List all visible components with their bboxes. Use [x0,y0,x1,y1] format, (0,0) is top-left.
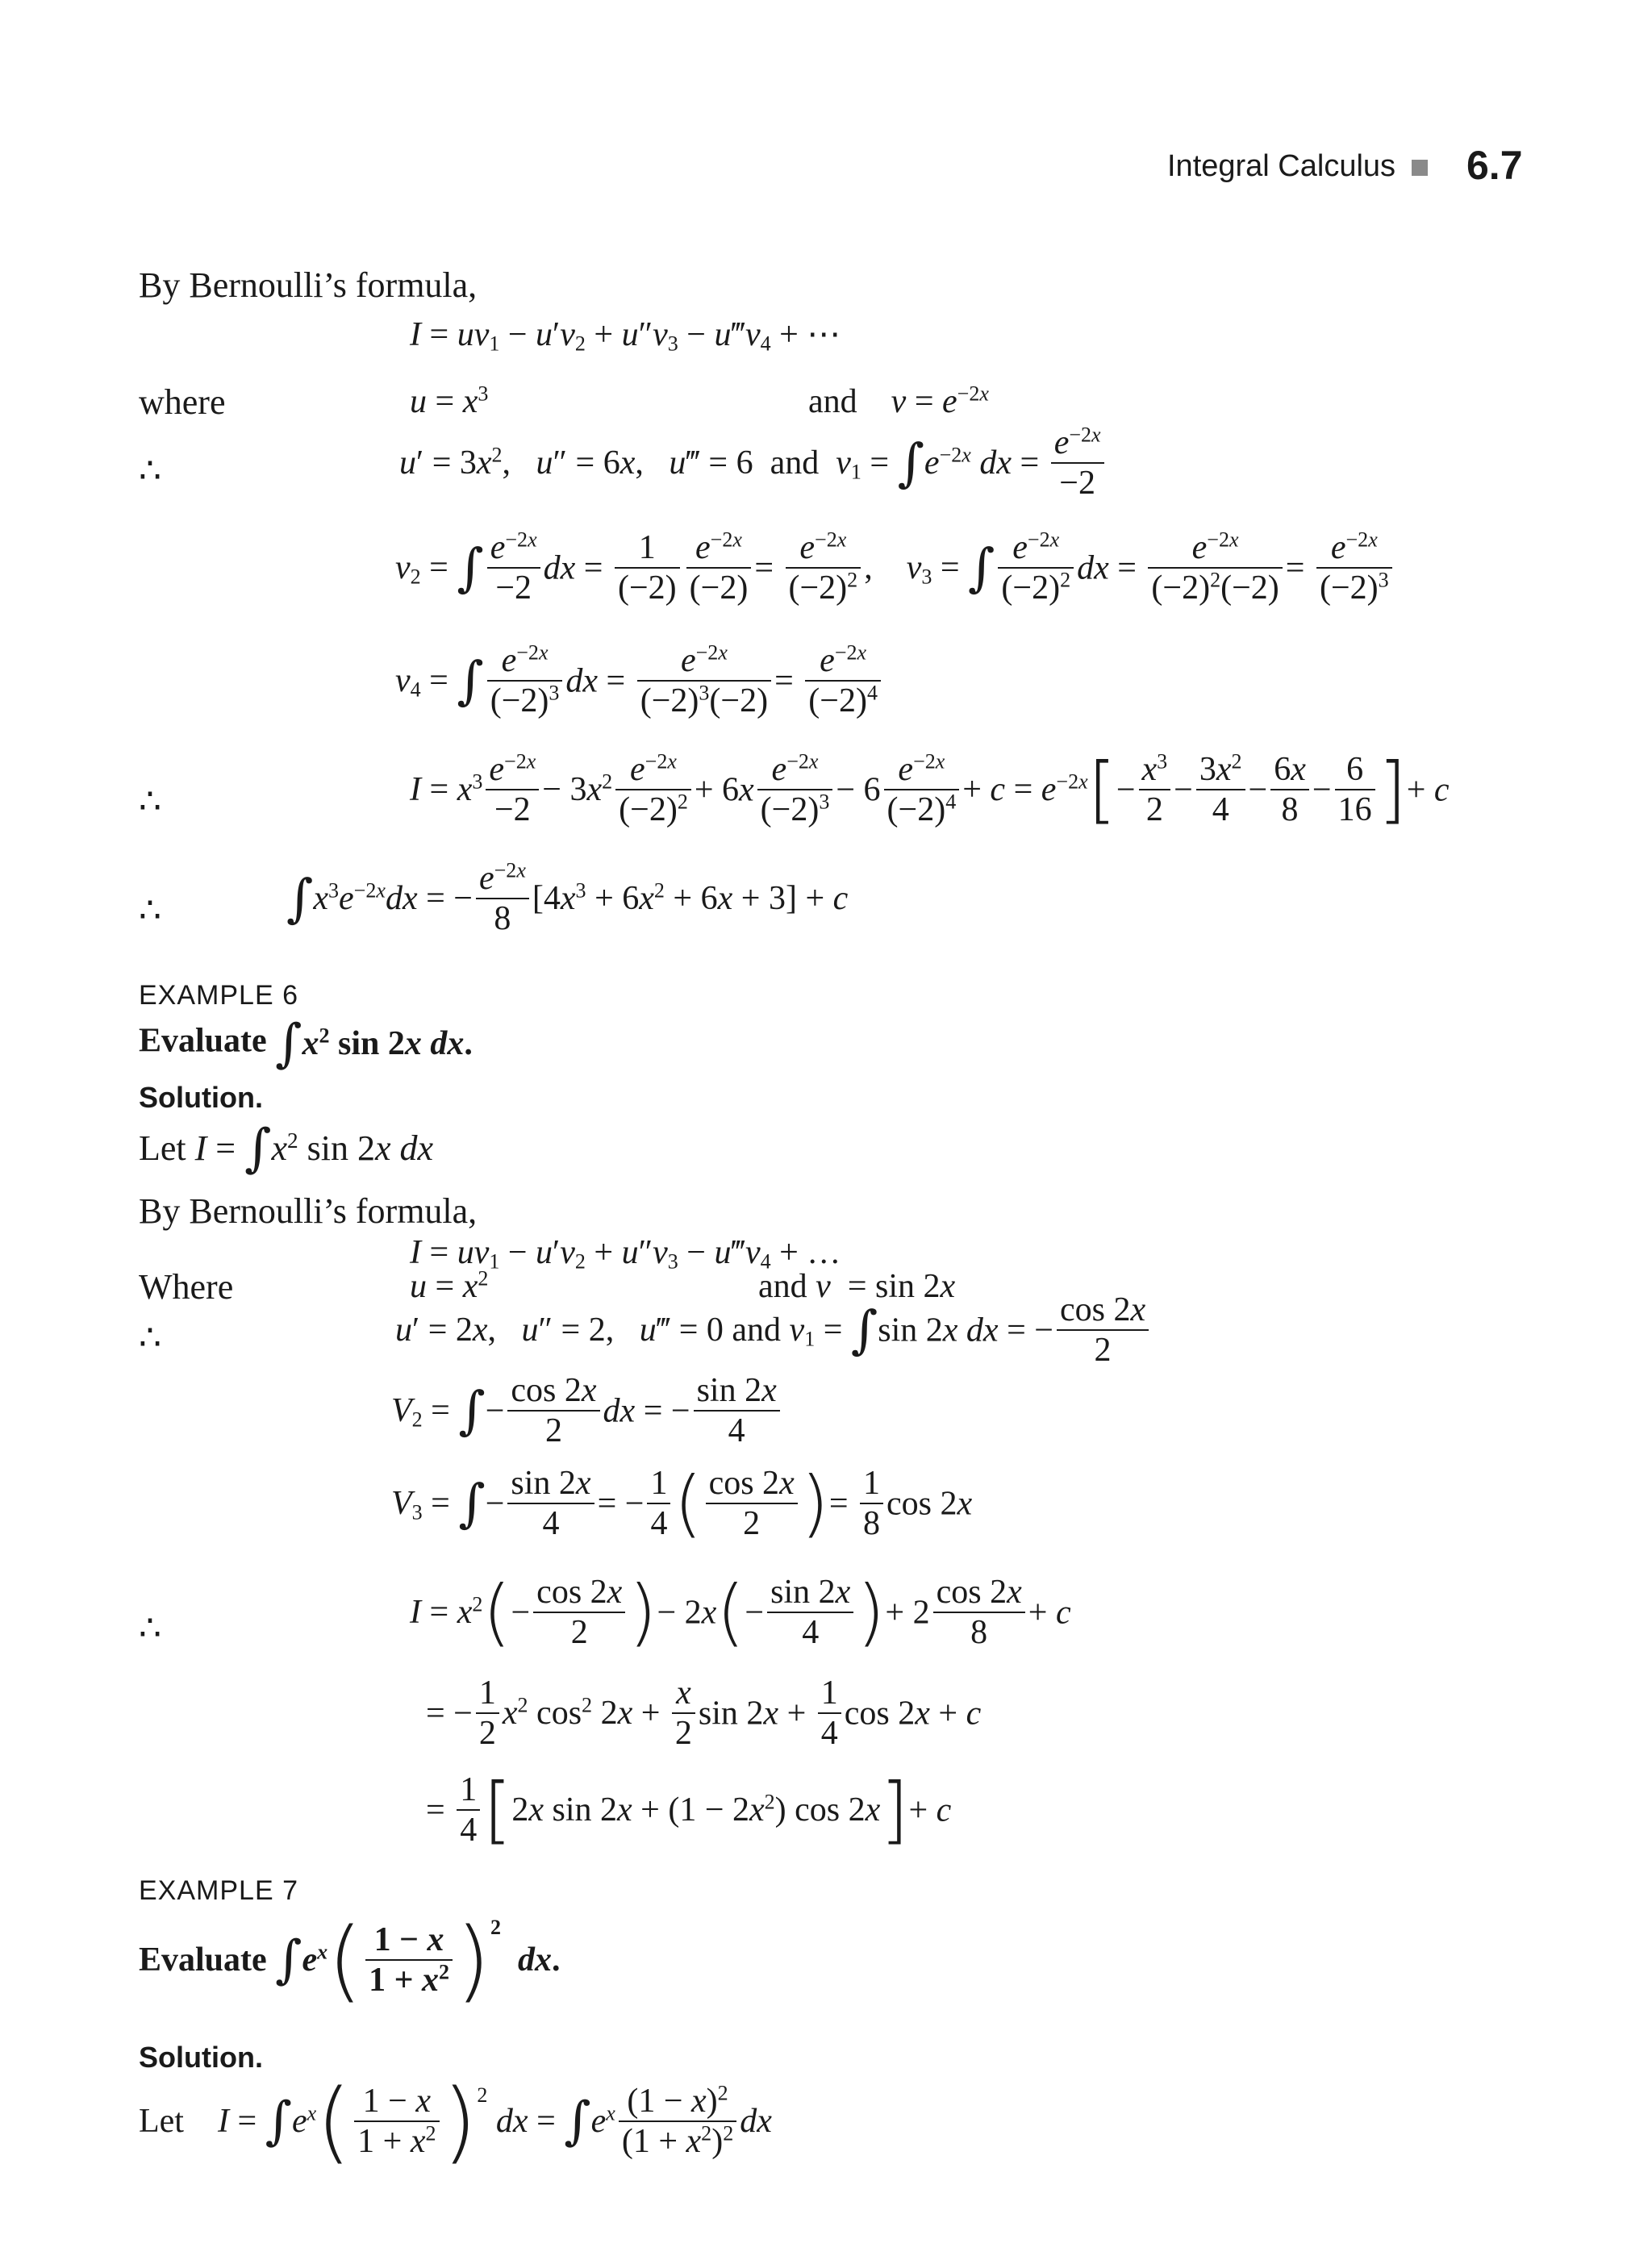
v4-line: $v_4$ = ∫ $\frac{e^{-2x}}{(-2)^3}$ dx = $\frac{e^{-2x}}{(-2)^3(-2)}$ = $\frac{e^{-2x}}{(-2)^4}$ [395,641,884,721]
example-7-statement: Evaluate $\int e^x$( $\frac{1 - x}{1 + x^2}$ )$^2$ dx. [139,1908,561,2012]
v-definition-6: and v = sin 2x [758,1268,956,1305]
let-line-7: Let $I = \int e^x$( $\frac{1 - x}{1 + x^2}$ )$^2$ dx = $\int e^x$ $\frac{(1 - x)^2}{(1 + x^2)^2}$ dx [139,2070,772,2173]
I-expansion-1: $I = x^3$ $\frac{e^{-2x}}{-2}$ − $3x^2$ $\frac{e^{-2x}}{(-2)^2}$ + 6x $\frac{e^{-2x}}{(-2)^3}$ − 6 $\frac{e^{-2x}}{(-2)^4}$ + $c = e^{-2x}[-$ $\frac{x^3}{2}$ − $\frac{3x^2}{4}$ − $\frac{6x}{8}$ − $\frac{6}{16}$ ]+ c [410,747,1450,832]
V2-line-6: $V_2$ = ∫− $\frac{\cos 2x}{2}$ dx = − $\frac{\sin 2x}{4}$ [391,1371,783,1451]
derivatives-line-6: u′ = 2x, u″ = 2, u‴ = 0 and $v_1 = \int\sin$ 2x dx = − $\frac{\cos 2x}{2}$ [395,1291,1152,1370]
evaluate-word: Evaluate [139,1941,267,1979]
where-label-6: Where [139,1267,234,1307]
therefore-symbol-5: ∴ [139,1608,161,1648]
and-text: and [808,383,857,420]
let-line-6: Let $I = \int x^2$ sin 2x dx [139,1119,434,1178]
let-word: Let [139,2103,184,2140]
intro-text: By Bernoulli’s formula, [139,265,478,305]
v-definition: and $v = e^{-2x}$ [808,382,989,420]
where-label: where [139,382,226,422]
running-header: Integral Calculus [1167,149,1396,183]
u-definition-6: $u = x^2$ [410,1266,489,1305]
simplified-line-6: = − $\frac{1}{2}$ $x^2$ $\cos^2 2x$ + $\frac{x}{2}$ sin 2x + $\frac{1}{4}$ cos 2x + c [426,1674,982,1753]
header-square-icon [1412,160,1428,176]
therefore-symbol-3: ∴ [139,890,161,930]
derivatives-line-1: $u' = 3x^2$, u″ = 6x, u‴ = 6 and $v_1 = \int e^{-2x}$ dx = $\frac{e^{-2x}}{-2}$ [399,423,1108,503]
example-7-label: EXAMPLE 7 [139,1875,298,1906]
evaluate-word: Evaluate [139,1022,267,1060]
v2-v3-line: $v_2$ = ∫ $\frac{e^{-2x}}{-2}$ dx = $\frac{1}{(-2)}$ $\frac{e^{-2x}}{(-2)}$ = $\frac{e^{-2x}}{(-2)^2}$ , $v_3$ = ∫ $\frac{e^{-2x}}{(-2)^2}$ dx = $\frac{e^{-2x}}{(-2)^2(-2)}$ = $\frac{e^{-2x}}{(-2)^3}$ [395,528,1395,608]
example-6-statement: Evaluate $\int x^2$ sin 2x dx. [139,1014,473,1074]
V3-line-6: $V_3$ = ∫− $\frac{\sin 2x}{4}$ = − $\frac{1}{4}$ ( $\frac{\cos 2x}{2}$ )= $\frac{1}{8}$ cos 2x [391,1461,973,1546]
therefore-symbol-1: ∴ [139,451,161,490]
therefore-symbol-4: ∴ [139,1318,161,1357]
therefore-symbol-2: ∴ [139,782,161,821]
bernoulli-formula-2: $I = uv_1 - u'v_2 + u''v_3$ − $u‴v_4$ + … [410,1234,841,1274]
final-result-1: $\int x^3e^{-2x}dx$ = − $\frac{e^{-2x}}{8}$ $[4x^3 + 6x^2 + 6x + 3] + c$ [286,858,849,938]
final-result-6: = $\frac{1}{4}$ [2x $\sin 2x + (1 - 2x^2)$ cos 2x]+ c [426,1767,952,1853]
example-6-label: EXAMPLE 6 [139,980,298,1011]
let-word: Let [139,1128,186,1168]
u-definition: $u = x^3$ [410,382,489,420]
I-expansion-6: $I = x^2(-$ $\frac{\cos 2x}{2}$ )− 2x(− $\frac{\sin 2x}{4}$ )+ 2 $\frac{\cos 2x}{8}$ + c [410,1570,1071,1655]
formula-text-6: By Bernoulli’s formula, [139,1191,478,1231]
bernoulli-formula-1: $I = uv_1 - u'v_2 + u''v_3$ − $u‴v_4$ + ⋯ [410,316,841,356]
solution-heading-7: Solution. [139,2041,263,2074]
solution-heading-6: Solution. [139,1081,263,1114]
page-number: 6.7 [1466,143,1523,188]
